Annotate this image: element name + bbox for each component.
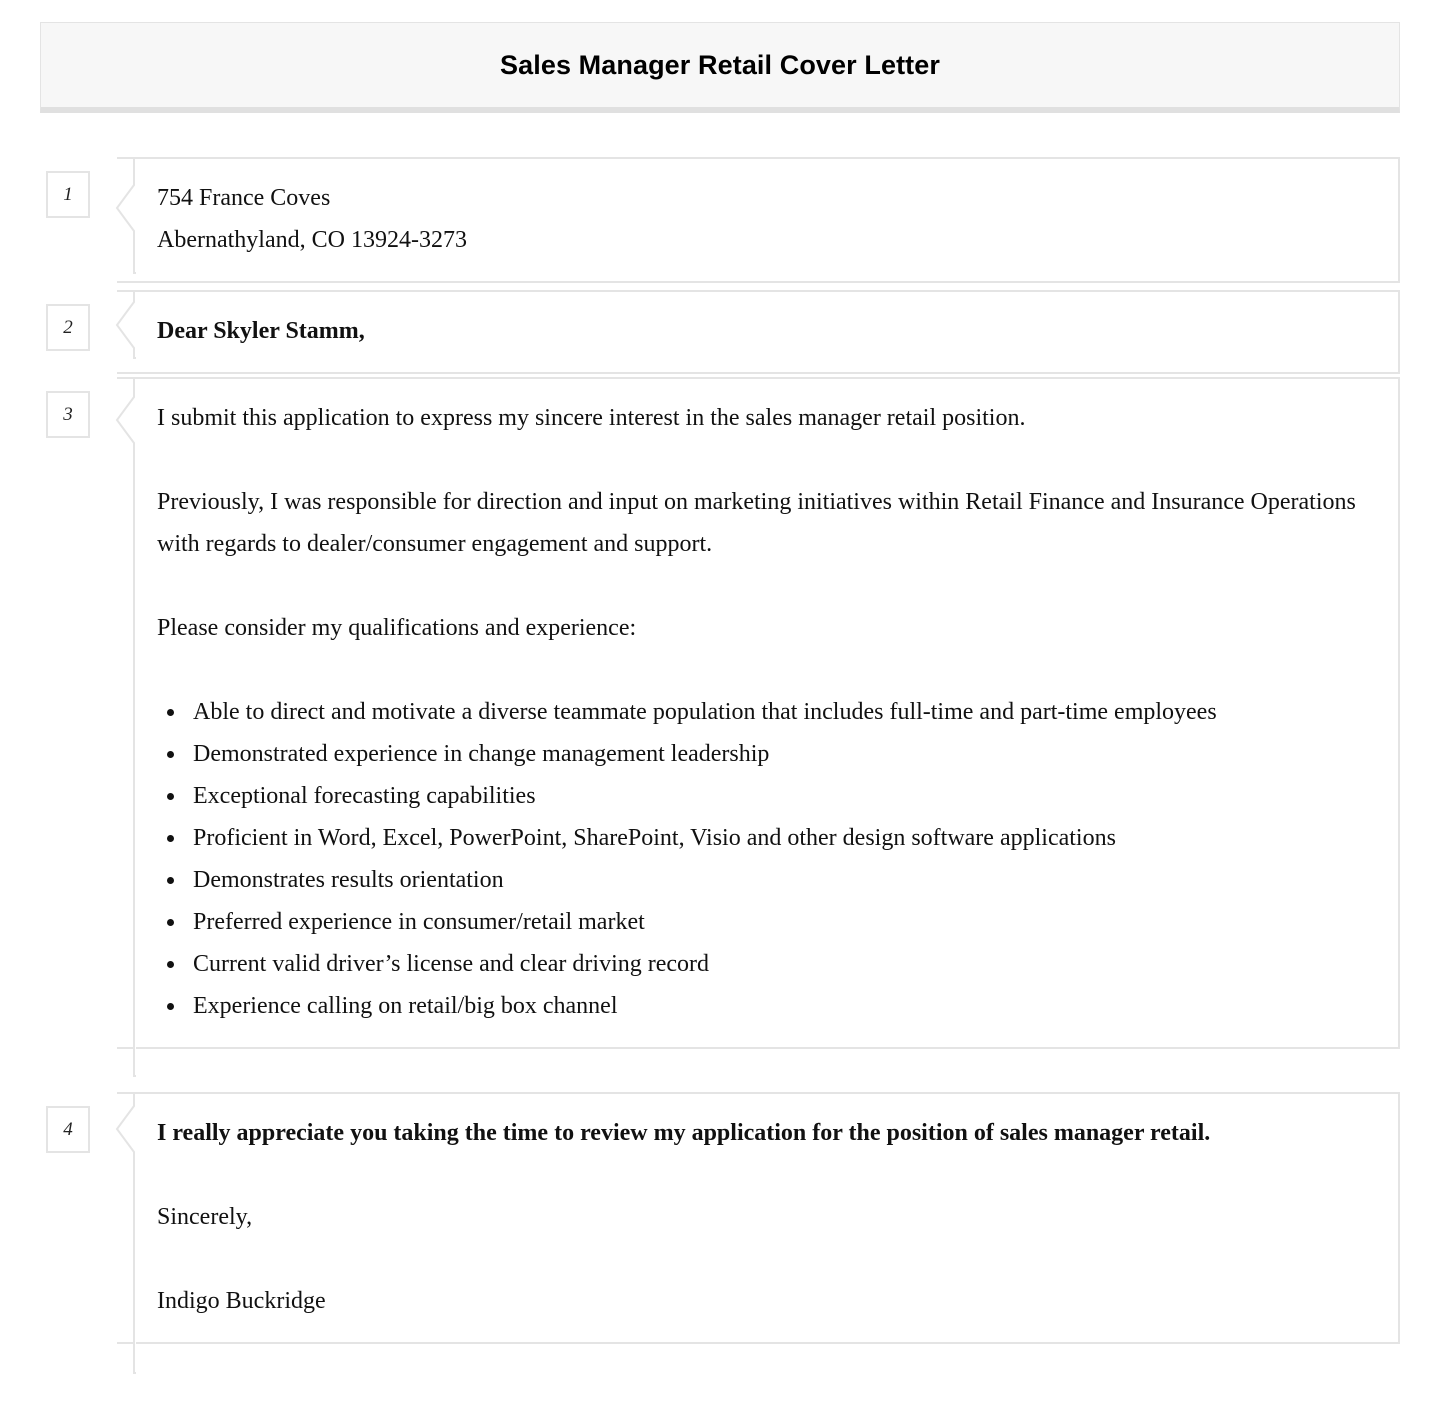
list-item: • Demonstrated experience in change management leadership [187,733,1376,775]
block-number-badge-1: 1 [46,171,90,218]
address-line-2: Abernathyland, CO 13924-3273 [157,227,467,253]
salutation-content [117,292,1398,372]
sign-off: Sincerely, [157,1204,253,1230]
body-content [117,379,1398,1047]
salutation-text: Dear Skyler Stamm, [157,318,365,344]
list-item: • Experience calling on retail/big box channel [187,985,1376,1027]
body-paragraph-2: Previously, I was responsible for direction and input on marketing initiatives within Retail Finance and Insurance Operations with regards to dealer/consumer engagement and support. [157,489,1356,557]
signature-name: Indigo Buckridge [157,1288,326,1314]
block-body-closing [117,1092,1400,1344]
list-item: • Able to direct and motivate a diverse teammate population that includes full-time and part-time employees [187,691,1376,733]
closing-statement: I really appreciate you taking the time to review my application for the position of sales manager retail. [157,1120,1211,1146]
list-item: • Exceptional forecasting capabilities [187,775,1376,817]
list-item: • Demonstrates results orientation [187,859,1376,901]
qualifications-list [157,691,1376,1027]
block-body-salutation [117,290,1400,374]
block-number-badge-2: 2 [46,304,90,351]
address-line-1: 754 France Coves [157,185,331,211]
page-title: Sales Manager Retail Cover Letter [500,49,940,80]
block-number-badge-4: 4 [46,1106,90,1153]
body-paragraph-3: Please consider my qualifications and experience: [157,615,637,641]
letter-header [40,22,1400,113]
block-number-badge-3: 3 [46,391,90,438]
body-paragraph-1: I submit this application to express my sincere interest in the sales manager retail position. [157,405,1026,431]
block-body-main [117,377,1400,1049]
closing-content [117,1094,1398,1342]
list-item: • Proficient in Word, Excel, PowerPoint, SharePoint, Visio and other design software applications [187,817,1376,859]
address-content [117,159,1398,281]
list-item: • Preferred experience in consumer/retail market [187,901,1376,943]
block-body-address [117,157,1400,283]
list-item: • Current valid driver’s license and clear driving record [187,943,1376,985]
